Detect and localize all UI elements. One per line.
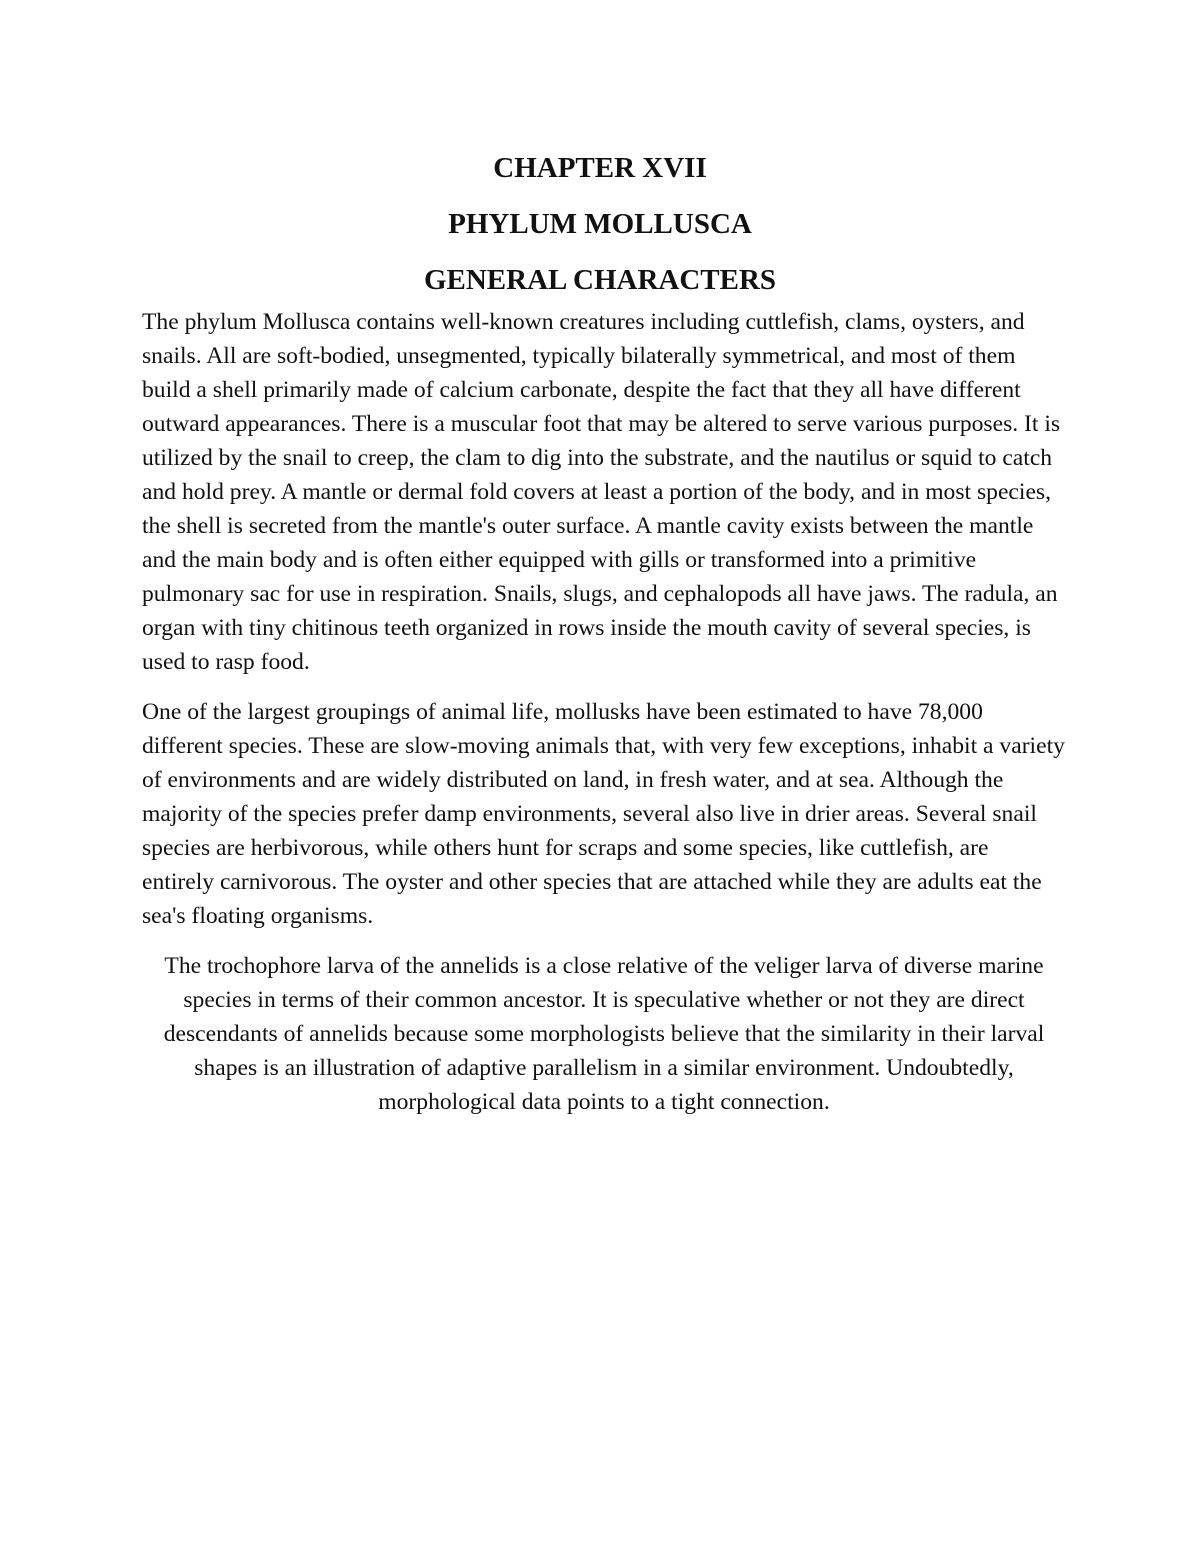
section-title: GENERAL CHARACTERS [423,264,777,296]
phylum-title: PHYLUM MOLLUSCA [448,208,752,240]
paragraph-larva: The trochophore larva of the annelids is a close relative of the veliger larva of diverse marine species in terms of their common ancestor. It is speculative whether or not they are direct descendants of annelids because some morphologists believe that the similarity in their larval shapes is an illustration of adaptive parallelism in a similar environment. Undoubtedly, morphological data points to a tight connection. [163,953,1045,1115]
body-text [142,305,1066,1135]
heading-block [0,140,1200,308]
chapter-title: CHAPTER XVII [493,152,707,184]
paragraph-general-characters: The phylum Mollusca contains well-known creatures including cuttlefish, clams, oysters, and snails. All are soft-bodied, unsegmented, typically bilaterally symmetrical, and most of them build a shell primarily made of calcium carbonate, despite the fact that they all have different outward appearances. There is a muscular foot that may be altered to serve various purposes. It is utilized by the snail to creep, the clam to dig into the substrate, and the nautilus or squid to catch and hold prey. A mantle or dermal fold covers at least a portion of the body, and in most species, the shell is secreted from the mantle's outer surface. A mantle cavity exists between the mantle and the main body and is often either equipped with gills or transformed into a primitive pulmonary sac for use in respiration. Snails, slugs, and cephalopods all have jaws. The radula, an organ with tiny chitinous teeth organized in rows inside the mouth cavity of several species, is used to rasp food. [142,309,1061,675]
paragraph-distribution: One of the largest groupings of animal life, mollusks have been estimated to have 78,000 different species. These are slow-moving animals that, with very few exceptions, inhabit a variety of environments and are widely distributed on land, in fresh water, and at sea. Although the majority of the species prefer damp environments, several also live in drier areas. Several snail species are herbivorous, while others hunt for scraps and some species, like cuttlefish, are entirely carnivorous. The oyster and other species that are attached while they are adults eat the sea's floating organisms. [142,699,1065,929]
